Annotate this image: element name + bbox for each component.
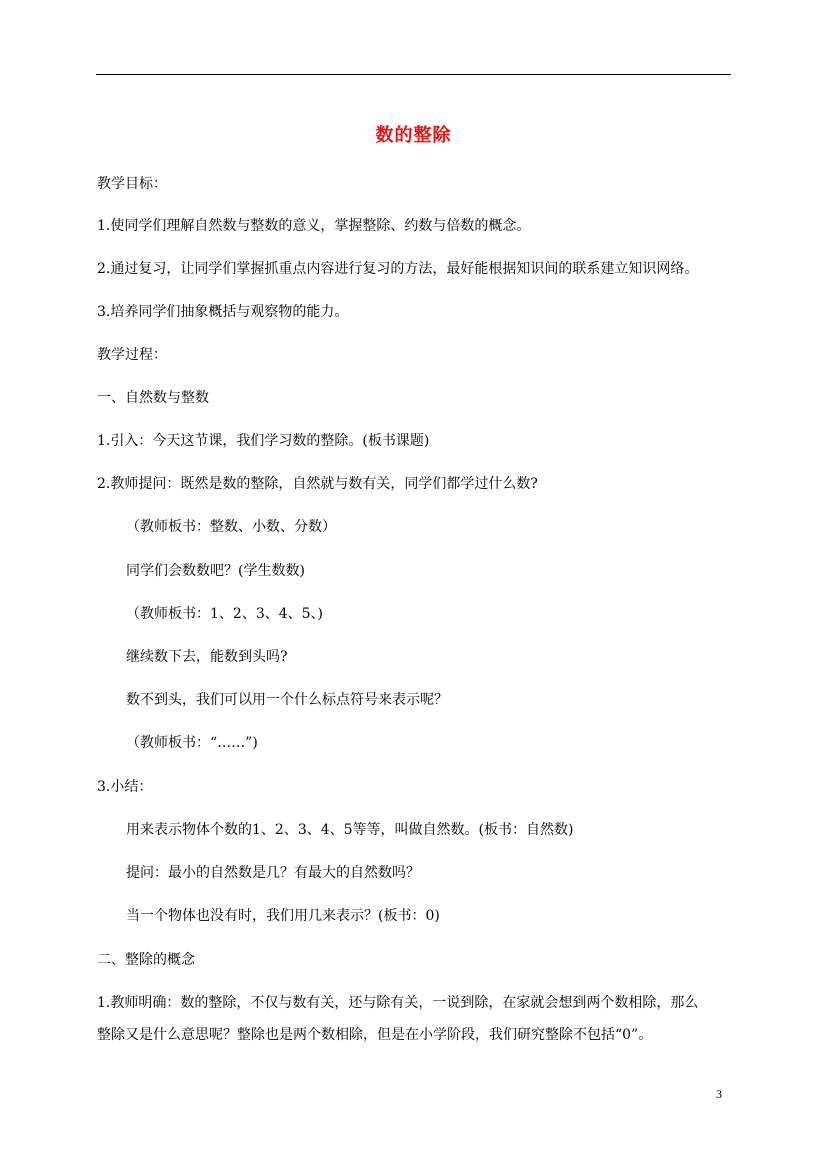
page-title: 数的整除 (375, 125, 452, 146)
paragraph-punctuation: 数不到头，我们可以用一个什么标点符号来表示呢？ (126, 692, 448, 708)
paragraph-summary-definition: 用来表示物体个数的1、2、3、4、5等等，叫做自然数。(板书：自然数) (126, 822, 574, 838)
paragraph-intro: 1.引入：今天这节课，我们学习数的整除。(板书课题) (97, 433, 430, 449)
paragraph-counting: 同学们会数数吧？(学生数数) (126, 563, 305, 579)
heading-natural-numbers: 一、自然数与整数 (97, 390, 209, 406)
paragraph-board-1: （教师板书：整数、小数、分数） (126, 519, 336, 535)
section-label-process: 教学过程： (97, 347, 167, 363)
paragraph-explain-line-1: 1.教师明确：数的整除，不仅与数有关，还与除有关，一说到除，在家就会想到两个数相除，那么 (97, 995, 699, 1011)
paragraph-teacher-question: 2.教师提问：既然是数的整除，自然就与数有关，同学们都学过什么数? (97, 476, 538, 492)
paragraph-goal-2: 2.通过复习，让同学们掌握抓重点内容进行复习的方法，最好能根据知识间的联系建立知识网络。 (97, 261, 699, 277)
paragraph-goal-3: 3.培养同学们抽象概括与观察物的能力。 (97, 304, 349, 320)
paragraph-board-2: （教师板书：1、2、3、4、5、) (126, 606, 323, 622)
paragraph-goal-1: 1.使同学们理解自然数与整数的意义，掌握整除、约数与倍数的概念。 (97, 218, 531, 234)
section-label-goals: 教学目标： (97, 176, 167, 192)
page-number: 3 (716, 1087, 722, 1101)
paragraph-board-3: （教师板书：“……”) (126, 735, 258, 751)
paragraph-explain-line-2: 整除又是什么意思呢？整除也是两个数相除，但是在小学阶段，我们研究整除不包括“0”。 (97, 1027, 653, 1043)
paragraph-continue: 继续数下去，能数到头吗? (126, 649, 288, 665)
paragraph-summary-question: 提问：最小的自然数是几？有最大的自然数吗？ (126, 865, 420, 881)
paragraph-summary-zero: 当一个物体也没有时，我们用几来表示？(板书：0) (126, 908, 440, 924)
header-rule (96, 74, 731, 75)
heading-divisibility: 二、整除的概念 (97, 952, 195, 968)
paragraph-summary-label: 3.小结： (97, 779, 153, 795)
